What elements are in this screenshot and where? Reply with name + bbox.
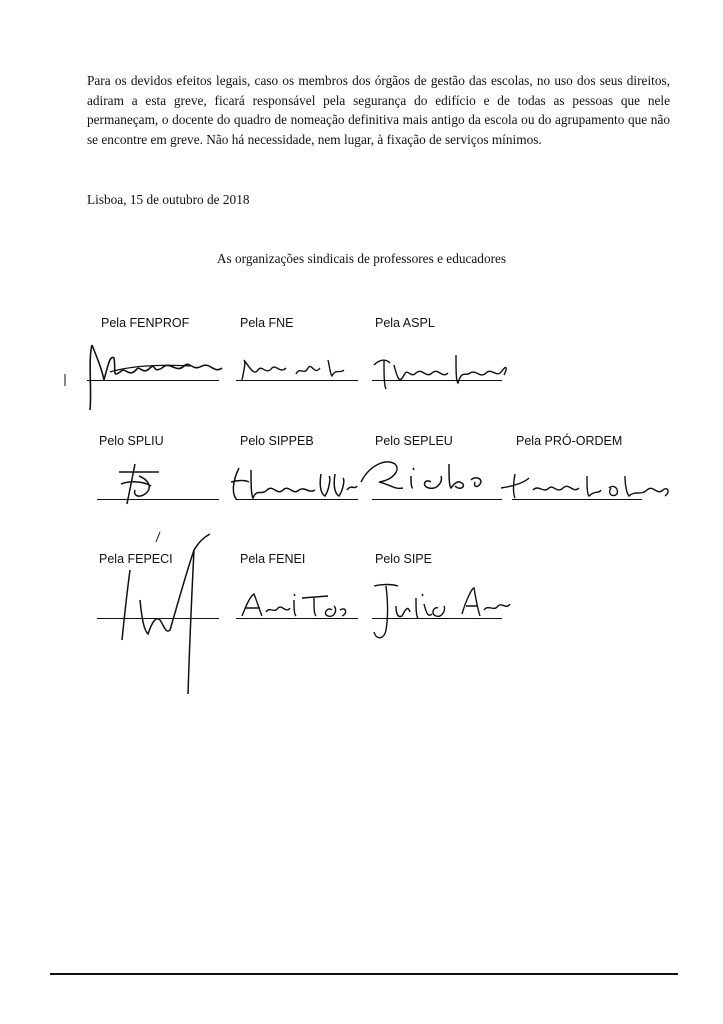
signatory-label-fenprof: Pela FENPROF	[101, 316, 190, 330]
signature-sippeb	[225, 460, 365, 510]
signatory-label-sipe: Pelo SIPE	[375, 552, 432, 566]
signatory-label-sippeb: Pelo SIPPEB	[240, 434, 314, 448]
signatory-label-pro-ordem: Pela PRÓ-ORDEM	[516, 434, 623, 448]
signatory-label-fne: Pela FNE	[240, 316, 294, 330]
date-line: Lisboa, 15 de outubro de 2018	[87, 192, 250, 207]
signature-fne	[236, 350, 356, 390]
signature-sipe	[366, 578, 516, 648]
organizations-heading: As organizações sindicais de professores e educadores	[216, 251, 507, 266]
signature-fenei	[236, 588, 356, 624]
stray-mark	[150, 530, 164, 544]
signature-sepleu	[355, 452, 495, 502]
signatory-label-spliu: Pelo SPLIU	[99, 434, 164, 448]
signatory-label-fenei: Pela FENEI	[240, 552, 306, 566]
signature-fepeci	[110, 530, 220, 700]
signature-spliu	[105, 460, 175, 510]
stray-mark	[60, 372, 70, 388]
signatory-label-fepeci: Pela FEPECI	[99, 552, 173, 566]
footer-rule	[50, 973, 678, 975]
signature-aspl	[370, 345, 520, 395]
body-paragraph: Para os devidos efeitos legais, caso os membros dos órgãos de gestão das escolas, no uso dos seus direitos, adiram a esta greve, ficará responsável pela segurança do edifício e de todas as pessoas que nele permaneçam, o docente do quadro de nomeação definitiva mais antigo da escola ou do agrupamento que não se encontre em greve. Não há necessidade, nem lugar, à fixação de serviços mínimos.	[87, 73, 670, 147]
signature-fenprof	[80, 330, 230, 415]
signature-pro-ordem	[495, 468, 675, 504]
signatory-label-aspl: Pela ASPL	[375, 316, 435, 330]
signatory-label-sepleu: Pelo SEPLEU	[375, 434, 453, 448]
